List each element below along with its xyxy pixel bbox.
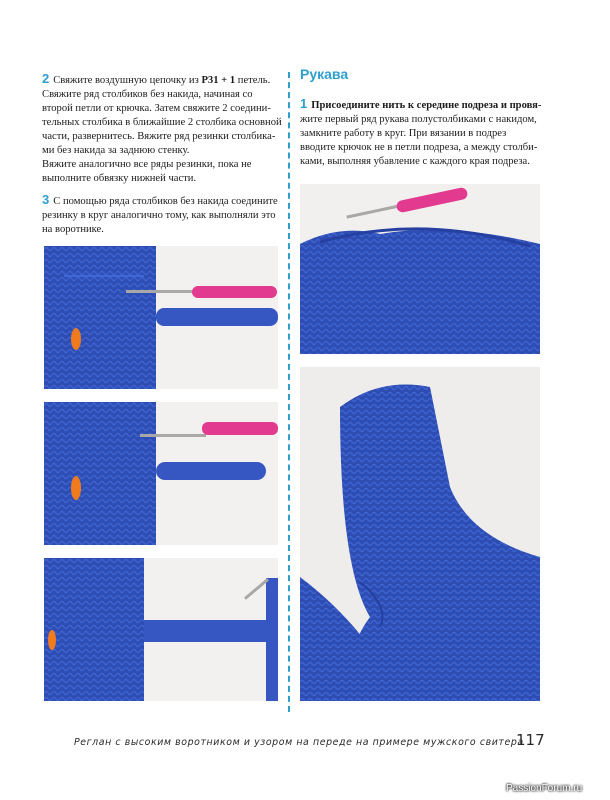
bold-line: Присоедините нить к середине подреза и провя- [311,100,542,111]
text-line: вводите крючок не в петли подреза, а между столби- [300,142,538,153]
formula: P31 + 1 [201,75,236,86]
sleeves-step-1 [300,97,545,169]
column-divider [288,72,290,712]
photo-sleeve-first-row [300,184,540,354]
text-line: жите первый ряд рукава полустолбиками с накидом, [300,114,537,125]
step-3 [42,193,282,237]
text-line: Вяжите аналогично все ряды резинки, пока не [42,159,252,170]
page-number: 117 [516,731,545,749]
step-number: 2 [42,71,50,86]
sleeves-step-1-first-line [300,97,545,113]
photo-rib-step-c [44,558,278,701]
text-line: резинку в круг аналогично тому, как выполняли это [42,210,276,221]
watermark: PassionForum.ru [506,783,583,794]
text-line: части, развернитесь. Вяжите ряд резинки столбика- [42,131,276,142]
photo-sleeve-armhole [300,367,540,701]
text-line: замкните работу в круг. При вязании в подрез [300,128,507,139]
text-line: выполните обвязку нижней части. [42,173,197,184]
text-line: второй петли от крючка. Затем свяжите 2 соедини- [42,103,271,114]
photo-rib-step-a [44,246,278,389]
text-line: ми без накида за заднюю стенку. [42,145,190,156]
text-line: тельных столбика в ближайшие 2 столбика основной [42,117,282,128]
step-3-first-line: 3 С помощью ряда столбиков без накида соедините [42,192,278,207]
step-2-first-line: 2 Свяжите воздушную цепочку из P31 + 1 петель. [42,71,271,86]
text-line: ками, выполняя убавление с каждого края подреза. [300,156,530,167]
section-title: Рукава [300,66,349,82]
photo-rib-step-b [44,402,278,545]
text-line: на воротнике. [42,224,104,235]
step-2 [42,72,282,186]
step-number: 3 [42,192,50,207]
step-number: 1 [300,96,308,111]
running-footer: Реглан с высоким воротником и узором на переде на примере мужского свитера [74,737,524,748]
text-line: Свяжите ряд столбиков без накида, начиная со [42,89,253,100]
